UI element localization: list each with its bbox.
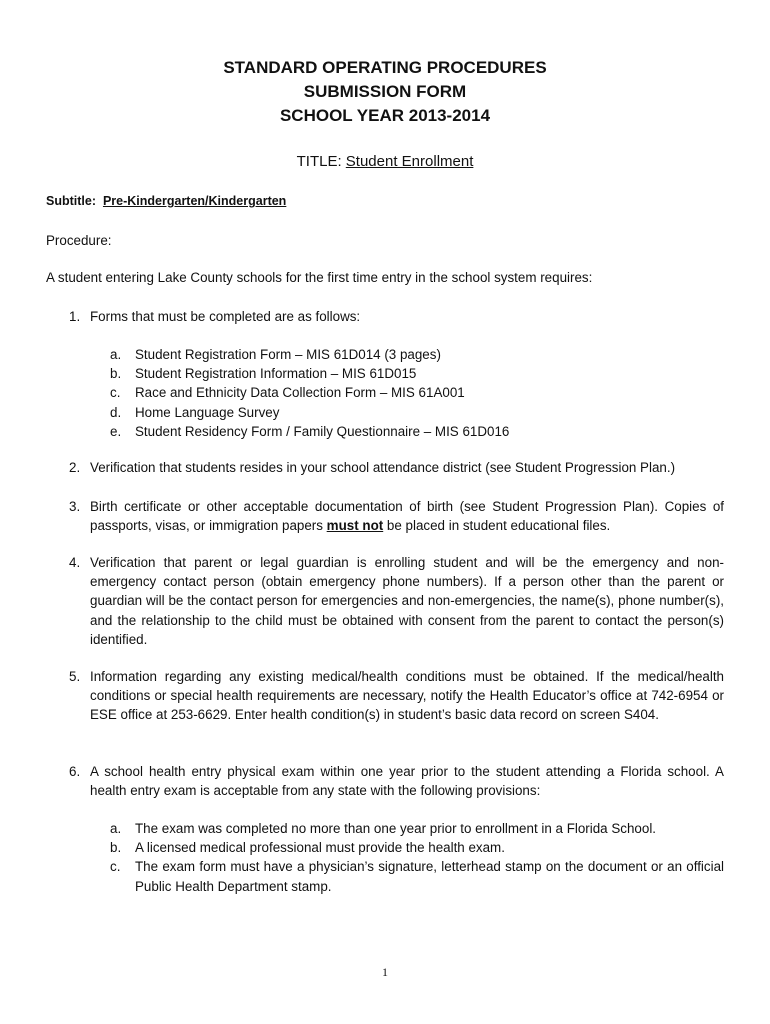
item-text: Information regarding any existing medical/health conditions must be obtained. If the medical/health conditions or special health requirements are necessary, notify the Health Educator’s office at 742-6954 or ESE office at 253-6629. Enter health condition(s) in student’s basic data record on screen S404.: [90, 669, 724, 723]
list-item-1: [46, 307, 724, 326]
list-item-2: [46, 458, 724, 477]
form-item-d: [110, 403, 724, 422]
item-text-part-1: Birth certificate or other acceptable documentation of birth (see Student Progression Plan). Copies of passports, visas, or immigration papers: [90, 499, 724, 534]
procedure-label: Procedure:: [46, 233, 112, 248]
list-item-5: [46, 667, 724, 725]
item-number: 5.: [69, 669, 81, 684]
item-number: 6.: [69, 764, 81, 779]
item-letter: b.: [110, 366, 122, 382]
item-number: 4.: [69, 555, 81, 570]
item-text: The exam form must have a physician’s signature, letterhead stamp on the document or an official Public Health Department stamp.: [135, 859, 724, 894]
document-header: [0, 56, 770, 128]
provision-item-b: [110, 838, 724, 857]
item-text: Student Registration Information – MIS 61D015: [135, 366, 417, 382]
forms-list: [110, 345, 724, 441]
form-item-b: [110, 364, 724, 383]
provision-item-a: [110, 819, 724, 838]
title-value: Student Enrollment: [345, 153, 474, 170]
emphasis-must-not: must not: [326, 518, 384, 534]
subtitle-value: Pre-Kindergarten/Kindergarten: [102, 194, 287, 208]
provisions-list: [110, 819, 724, 896]
title-line: [0, 152, 770, 172]
form-item-c: [110, 383, 724, 402]
item-text: Verification that parent or legal guardian is enrolling student and will be the emergency and non-emergency contact person (obtain emergency phone numbers). If a person other than the parent or guardian will be the contact person for emergencies and non-emergencies, the name(s), phone number(s), and the relationship to the child must be obtained with consent from the parent to contact the person(s) identified.: [90, 555, 724, 647]
item-text: Home Language Survey: [135, 404, 280, 420]
item-letter: d.: [110, 404, 122, 420]
list-item-4: [46, 553, 724, 649]
item-letter: c.: [110, 859, 121, 875]
header-line-2: SUBMISSION FORM: [303, 82, 467, 101]
item-text: Race and Ethnicity Data Collection Form – MIS 61A001: [135, 385, 465, 401]
item-text: The exam was completed no more than one year prior to enrollment in a Florida School.: [135, 821, 657, 836]
list-item-6: [46, 762, 724, 800]
title-label: TITLE:: [296, 153, 342, 170]
item-letter: b.: [110, 840, 122, 856]
form-item-a: [110, 345, 724, 364]
item-letter: e.: [110, 423, 122, 439]
subtitle-label: Subtitle:: [46, 194, 96, 208]
item-letter: a.: [110, 347, 122, 362]
item-number: 2.: [69, 460, 81, 475]
header-line-3: SCHOOL YEAR 2013-2014: [279, 106, 491, 125]
item-letter: c.: [110, 385, 121, 401]
item-text: A school health entry physical exam within one year prior to the student attending a Florida school. A health entry exam is acceptable from any state with the following provisions:: [90, 764, 724, 799]
item-number: 3.: [69, 499, 81, 514]
list-item-3: [46, 497, 724, 535]
provision-item-c: [110, 857, 724, 895]
item-text: [90, 497, 724, 535]
header-line-1: STANDARD OPERATING PROCEDURES: [223, 58, 547, 77]
item-letter: a.: [110, 821, 122, 836]
subtitle-line: [46, 192, 286, 211]
item-text: Student Residency Form / Family Questionnaire – MIS 61D016: [135, 423, 510, 439]
item-number: 1.: [69, 309, 81, 324]
item-text: Forms that must be completed are as follows:: [90, 309, 361, 324]
item-text-part-2: be placed in student educational files.: [383, 518, 611, 534]
item-text: A licensed medical professional must provide the health exam.: [135, 840, 505, 856]
form-item-e: [110, 422, 724, 441]
item-text: Student Registration Form – MIS 61D014 (3 pages): [135, 347, 441, 362]
page-number: 1: [382, 965, 388, 979]
item-text: Verification that students resides in your school attendance district (see Student Progression Plan.): [90, 460, 676, 475]
intro-paragraph: A student entering Lake County schools for the first time entry in the school system requires:: [46, 270, 593, 285]
